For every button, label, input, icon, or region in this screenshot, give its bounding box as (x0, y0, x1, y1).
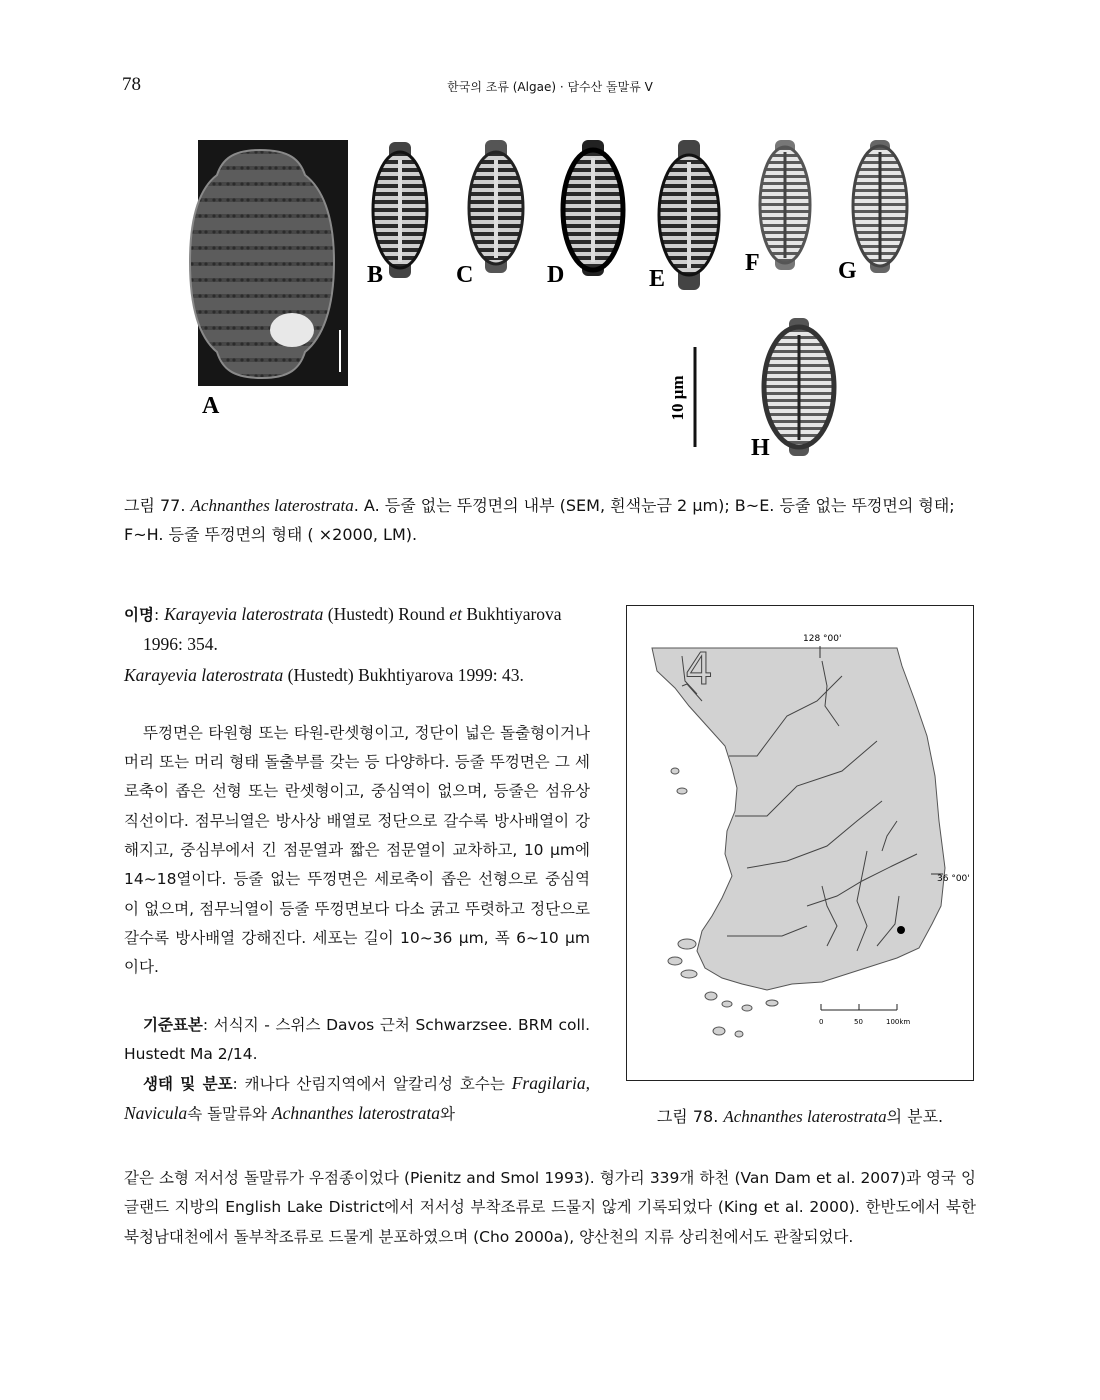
panel-label-h: H (751, 435, 770, 461)
synonym-heading: 이명 (124, 606, 154, 624)
panel-label-d: D (547, 262, 565, 288)
type-specimen-text: : 서식지 - 스위스 Davos 근처 Schwarzsee. BRM coll. Hustedt Ma 2/14. (124, 1015, 590, 1063)
ecology-genera: Fragilaria, Navicula (124, 1073, 590, 1124)
synonym-1-authority-a: (Hustedt) Round (323, 604, 450, 624)
running-title: 한국의 조류 (Algae) · 담수산 돌말류 V (447, 80, 653, 94)
synonym-2 (124, 661, 590, 691)
synonym-1: 이명: Karayevia laterostrata (Hustedt) Round et Bukhtiyarova 1996: 354. (124, 604, 562, 655)
valve-f (760, 140, 810, 270)
distribution-map (627, 606, 973, 1080)
synonym-1-et: et (449, 604, 462, 624)
caption-77-rest: . A. 등줄 없는 뚜껑면의 내부 (SEM, 흰색눈금 2 μm); B~E. 등줄 없는 뚜껑면의 형태; F~H. 등줄 뚜껑면의 형태 ( ×2000, LM). (124, 496, 955, 544)
panel-label-b: B (367, 262, 384, 288)
latitude-label: 36 °00' (937, 874, 970, 884)
synonym-1-name: Karayevia laterostrata (164, 604, 324, 624)
figure-78-caption (626, 1104, 974, 1127)
valve-b (373, 142, 427, 278)
figure-77-plate (0, 0, 1100, 470)
map-scale-100km: 100km (886, 1018, 911, 1026)
caption-78-suffix: 의 분포. (886, 1107, 944, 1126)
panel-label-f: F (745, 250, 760, 276)
sem-debris (270, 313, 314, 347)
ecology-paragraph-start (124, 1069, 590, 1130)
sem-valve (190, 150, 334, 378)
caption-77-prefix: 그림 77. (124, 496, 191, 515)
longitude-label: 128 °00' (803, 634, 842, 644)
figure-78-map-frame (626, 605, 974, 1081)
panel-label-c: C (456, 262, 474, 288)
ecology-text-3: 와 (439, 1105, 455, 1124)
scale-bar-label: 10 μm (668, 375, 687, 421)
figure-77-caption (124, 491, 976, 549)
synonym-1-authority-b: Bukhtiyarova 1996: 354. (143, 604, 562, 655)
valve-g (853, 140, 907, 273)
valve-e (659, 140, 719, 290)
locality-marker (897, 926, 905, 934)
korea-landmass (652, 648, 945, 990)
synonym-2-authority: (Hustedt) Bukhtiyarova 1999: 43. (283, 664, 524, 685)
page-number: 78 (122, 74, 141, 95)
caption-78-species: Achnanthes laterostrata (723, 1107, 887, 1126)
description-paragraph: 뚜껑면은 타원형 또는 타원-란셋형이고, 정단이 넓은 돌출형이거나 머리 또는 머리 형태 돌출부를 갖는 등 다양하다. 등줄 뚜껑면은 그 세로축이 좁은 선형 또는 란셋형이고, 중심역이 없으며, 등줄은 섬유상 직선이다. 점무늬열은 방사상 배열로 정단으로 갈수록 방사배열이 강해지고, 중심부에서 긴 점문열과 짧은 점문열이 교차하고, 10 μm에 14~18열이다. 등줄 없는 뚜껑면은 세로축이 좁은 선형으로 중심역이 없으며, 점무늬열이 등줄 뚜껑면보다 다소 굵고 뚜렷하고 정단으로 갈수록 방사배열 강해진다. 세포는 길이 10~36 μm, 폭 6~10 μm이다. (124, 723, 590, 977)
map-scale-50: 50 (854, 1018, 863, 1026)
panel-label-e: E (649, 266, 666, 292)
ecology-heading: 생태 및 분포 (143, 1075, 233, 1094)
valve-d (563, 140, 623, 276)
valve-h (764, 318, 834, 456)
map-number: 4 (685, 644, 713, 695)
type-specimen-heading: 기준표본 (143, 1015, 203, 1034)
caption-77-species: Achnanthes laterostrata (190, 496, 354, 515)
ecology-text-2: 속 돌말류와 (187, 1105, 272, 1124)
panel-label-g: G (838, 258, 857, 284)
caption-78-prefix: 그림 78. (656, 1107, 724, 1126)
left-column (124, 600, 590, 1130)
ecology-text-1: : 캐나다 산림지역에서 알칼리성 호수는 (232, 1075, 512, 1094)
panel-label-a: A (202, 393, 220, 419)
type-specimen-paragraph (124, 1011, 590, 1070)
ecology-continuation: 같은 소형 저서성 돌말류가 우점종이었다 (Pienitz and Smol 1993). 형가리 339개 하천 (Van Dam et al. 2007)과 영국 잉글랜드 지방의 English Lake District에서 저서성 부착조류로 드물지 않게 기록되었다 (King et al. 2000). 한반도에서 북한 북청남대천에서 돌부착조류로 드물게 분포하였으며 (Cho 2000a), 양산천의 지류 상리천에서도 관찰되었다. (124, 1169, 976, 1246)
synonym-2-name: Karayevia laterostrata (124, 664, 284, 685)
valve-c (469, 140, 523, 273)
ecology-species: Achnanthes laterostrata (271, 1103, 440, 1124)
map-scale-0: 0 (819, 1018, 824, 1026)
